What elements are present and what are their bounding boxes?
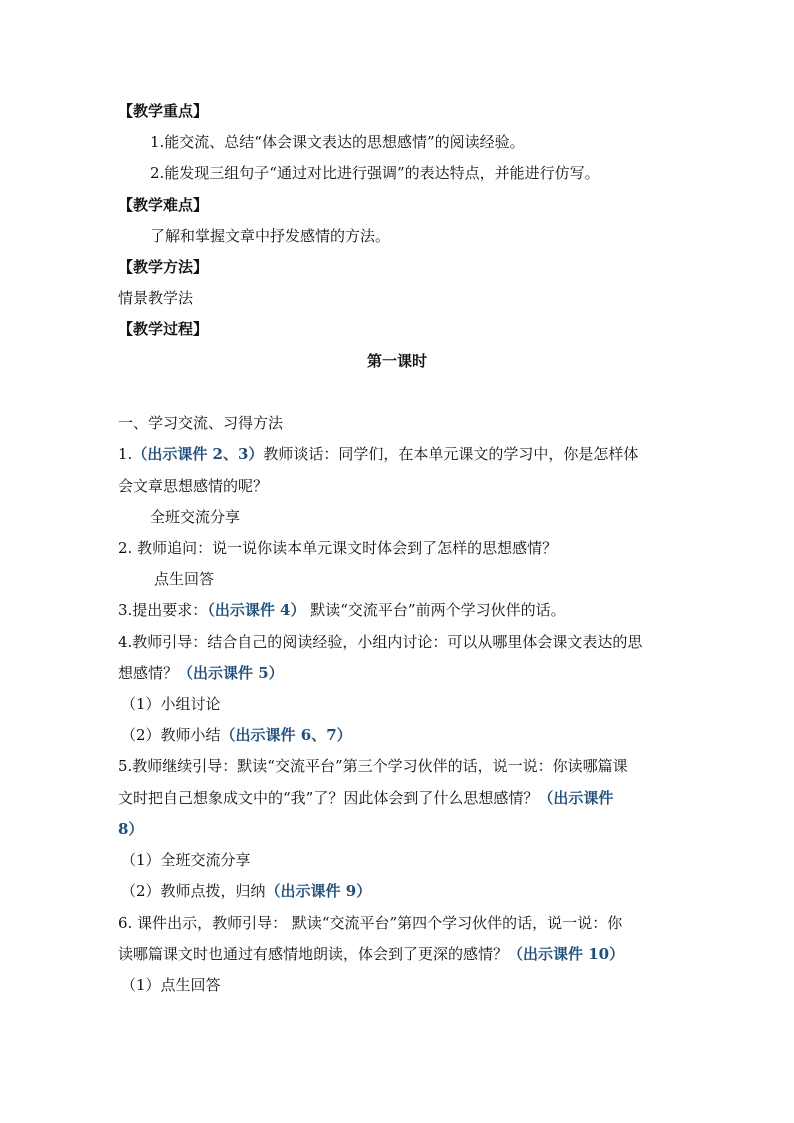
part1-title: 一、学习交流、习得方法 bbox=[118, 414, 284, 432]
difficult-points-heading: 【教学难点】 bbox=[118, 196, 209, 214]
step-5-text-b: 文时把自己想象成文中的“我”了？因此体会到了什么思想感情？ bbox=[118, 789, 539, 807]
step-3-post: 默读“交流平台”前两个学习伙伴的话。 bbox=[305, 601, 566, 619]
courseware-ref-8-a: （出示课件 bbox=[538, 789, 614, 807]
courseware-ref-10: （出示课件 10） bbox=[508, 945, 625, 963]
step-6-sub-1: （1）点生回答 bbox=[121, 976, 221, 994]
step-1-sub: 全班交流分享 bbox=[150, 508, 241, 526]
step-3-pre: 3.提出要求： bbox=[118, 601, 208, 619]
lesson-title: 第一课时 bbox=[366, 352, 427, 370]
courseware-ref-8-b: 8） bbox=[118, 820, 144, 838]
step-2-line: 2. 教师追问：说一说你读本单元课文时体会到了怎样的思想感情？ bbox=[118, 539, 558, 557]
step-3-line bbox=[118, 600, 688, 620]
step-4-line-b bbox=[118, 663, 688, 683]
courseware-ref-2-3: （出示课件 2、3） bbox=[132, 445, 264, 463]
step-1-number: 1. bbox=[118, 445, 133, 463]
process-heading: 【教学过程】 bbox=[118, 320, 209, 338]
step-1-line-a bbox=[118, 444, 688, 464]
step-1-line-b: 会文章思想感情的呢？ bbox=[118, 477, 269, 495]
step-6-line-b bbox=[118, 944, 688, 964]
step-5-sub-2-text: （2）教师点拨，归纳 bbox=[121, 882, 266, 900]
methods-heading: 【教学方法】 bbox=[118, 258, 209, 276]
courseware-ref-4: （出示课件 4） bbox=[207, 601, 306, 619]
step-4-sub-2-text: （2）教师小结 bbox=[121, 726, 221, 744]
step-4-line-a: 4.教师引导：结合自己的阅读经验，小组内讨论：可以从哪里体会课文表达的思 bbox=[118, 633, 643, 651]
step-5-line-b bbox=[118, 788, 688, 808]
methods-text: 情景教学法 bbox=[118, 289, 194, 307]
key-point-item-2: 2.能发现三组句子“通过对比进行强调”的表达特点，并能进行仿写。 bbox=[150, 164, 600, 182]
step-6-text-b: 读哪篇课文时也通过有感情地朗读，体会到了更深的感情？ bbox=[118, 945, 509, 963]
courseware-ref-6-7: （出示课件 6、7） bbox=[220, 726, 352, 744]
step-5-sub-1: （1）全班交流分享 bbox=[121, 851, 251, 869]
step-4-sub-1: （1）小组讨论 bbox=[121, 695, 221, 713]
step-1-text-a: 教师谈话：同学们，在本单元课文的学习中，你是怎样体 bbox=[263, 445, 639, 463]
step-2-sub: 点生回答 bbox=[154, 570, 215, 588]
step-4-sub-2 bbox=[121, 725, 691, 745]
courseware-ref-5: （出示课件 5） bbox=[178, 664, 284, 682]
step-4-text-b: 想感情？ bbox=[118, 664, 179, 682]
step-5-sub-2 bbox=[121, 881, 691, 901]
difficult-points-text: 了解和掌握文章中抒发感情的方法。 bbox=[150, 227, 391, 245]
courseware-ref-9: （出示课件 9） bbox=[265, 882, 372, 900]
key-points-heading: 【教学重点】 bbox=[118, 102, 209, 120]
step-6-line-a: 6. 课件出示，教师引导： 默读“交流平台”第四个学习伙伴的话，说一说：你 bbox=[118, 914, 623, 932]
step-5-line-a: 5.教师继续引导：默读“交流平台”第三个学习伙伴的话，说一说：你读哪篇课 bbox=[118, 757, 628, 775]
key-point-item-1: 1.能交流、总结“体会课文表达的思想感情”的阅读经验。 bbox=[150, 133, 525, 151]
